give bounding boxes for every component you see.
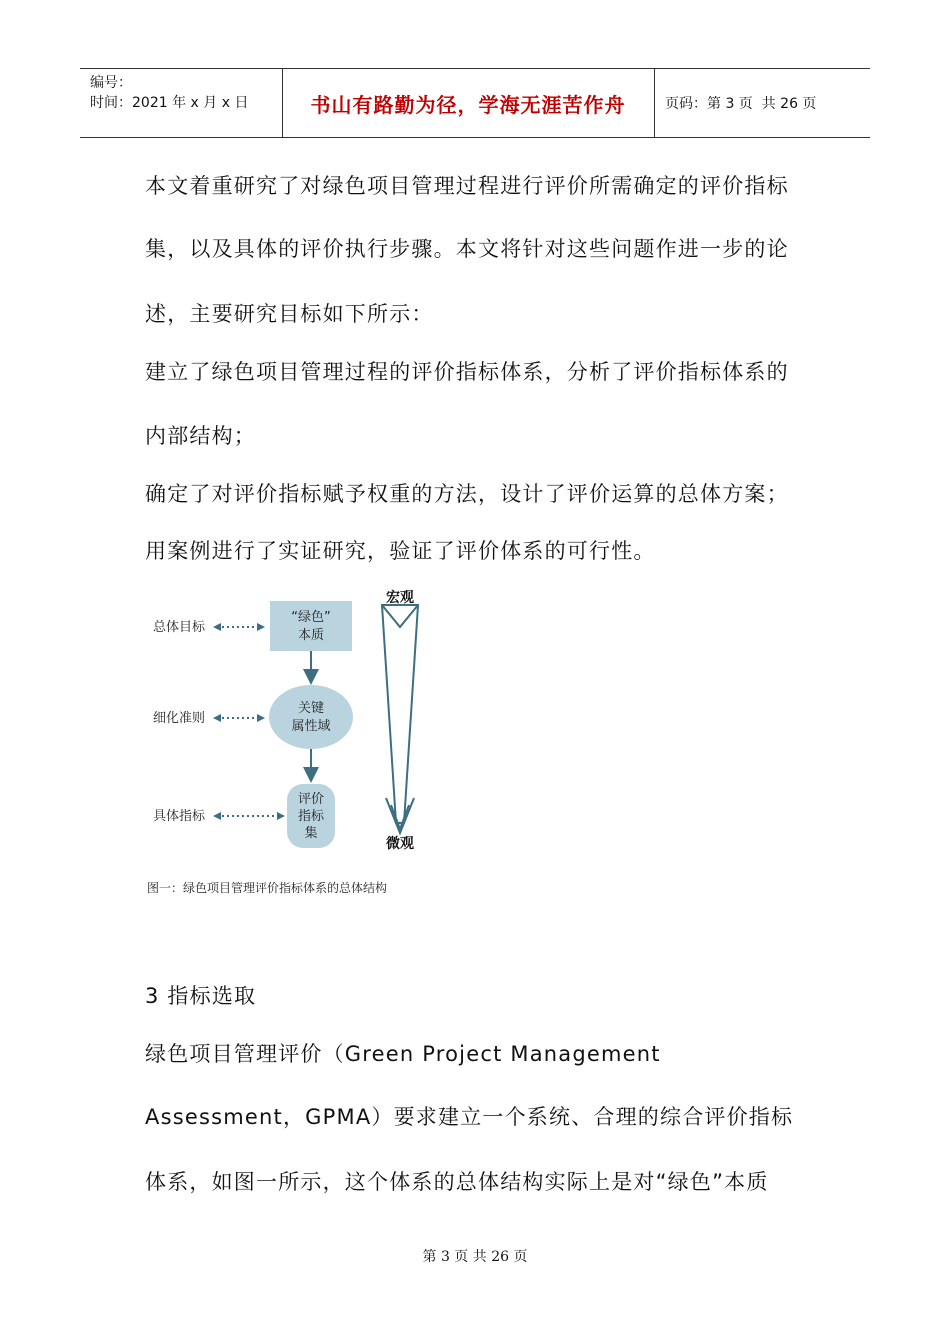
- node-key-attributes: [269, 685, 353, 749]
- header-motto: 书山有路勤为径，学海无涯苦作舟: [310, 92, 626, 117]
- node-green-essence-line2: 本质: [297, 628, 325, 643]
- label-refined-criteria: 细化准则: [153, 711, 206, 726]
- figure-index-structure: [145, 585, 435, 905]
- node-key-attributes-line1: 关键: [297, 701, 325, 716]
- header-meta: [90, 73, 248, 113]
- page-header: [80, 68, 870, 138]
- section-heading: 3 指标选取: [145, 984, 257, 1008]
- node-indicator-set-line2: 指标: [297, 809, 325, 824]
- node-indicator-set-line3: 集: [304, 826, 318, 841]
- body-line: Assessment，GPMA）要求建立一个系统、合理的综合评价指标: [145, 1105, 794, 1129]
- body-line: 用案例进行了实证研究，验证了评价体系的可行性。: [145, 539, 656, 563]
- node-green-essence-line1: “绿色”: [291, 610, 331, 625]
- label-macro: 宏观: [386, 590, 414, 606]
- node-indicator-set-line1: 评价: [297, 792, 325, 807]
- body-line: 内部结构；: [145, 424, 256, 448]
- body-line: 体系，如图一所示，这个体系的总体结构实际上是对“绿色”本质: [145, 1170, 769, 1194]
- structure-diagram: [145, 585, 435, 905]
- body-line: 建立了绿色项目管理过程的评价指标体系，分析了评价指标体系的: [145, 360, 789, 384]
- body-line: 确定了对评价指标赋予权重的方法，设计了评价运算的总体方案；: [145, 482, 789, 506]
- label-micro: 微观: [386, 836, 414, 852]
- document-date: 时间：2021 年 x 月 x 日: [90, 95, 249, 111]
- body-line: 集，以及具体的评价执行步骤。本文将针对这些问题作进一步的论: [145, 237, 789, 261]
- figure-caption: 图一：绿色项目管理评价指标体系的总体结构: [147, 881, 388, 895]
- body-line: 述，主要研究目标如下所示：: [145, 302, 434, 326]
- macro-micro-arrow: [382, 605, 418, 833]
- label-specific-indicators: 具体指标: [153, 809, 206, 824]
- node-green-essence: [270, 601, 352, 651]
- header-page-info: 页码：第 3 页 共 26 页: [665, 96, 817, 112]
- body-line: 本文着重研究了对绿色项目管理过程进行评价所需确定的评价指标: [145, 174, 789, 198]
- header-divider: [654, 69, 655, 137]
- label-overall-goal: 总体目标: [153, 620, 206, 635]
- node-key-attributes-line2: 属性域: [291, 719, 331, 734]
- page-footer: 第 3 页 共 26 页: [422, 1249, 528, 1265]
- body-line: 绿色项目管理评价（Green Project Management: [145, 1042, 661, 1066]
- document-number-label: 编号：: [90, 75, 132, 91]
